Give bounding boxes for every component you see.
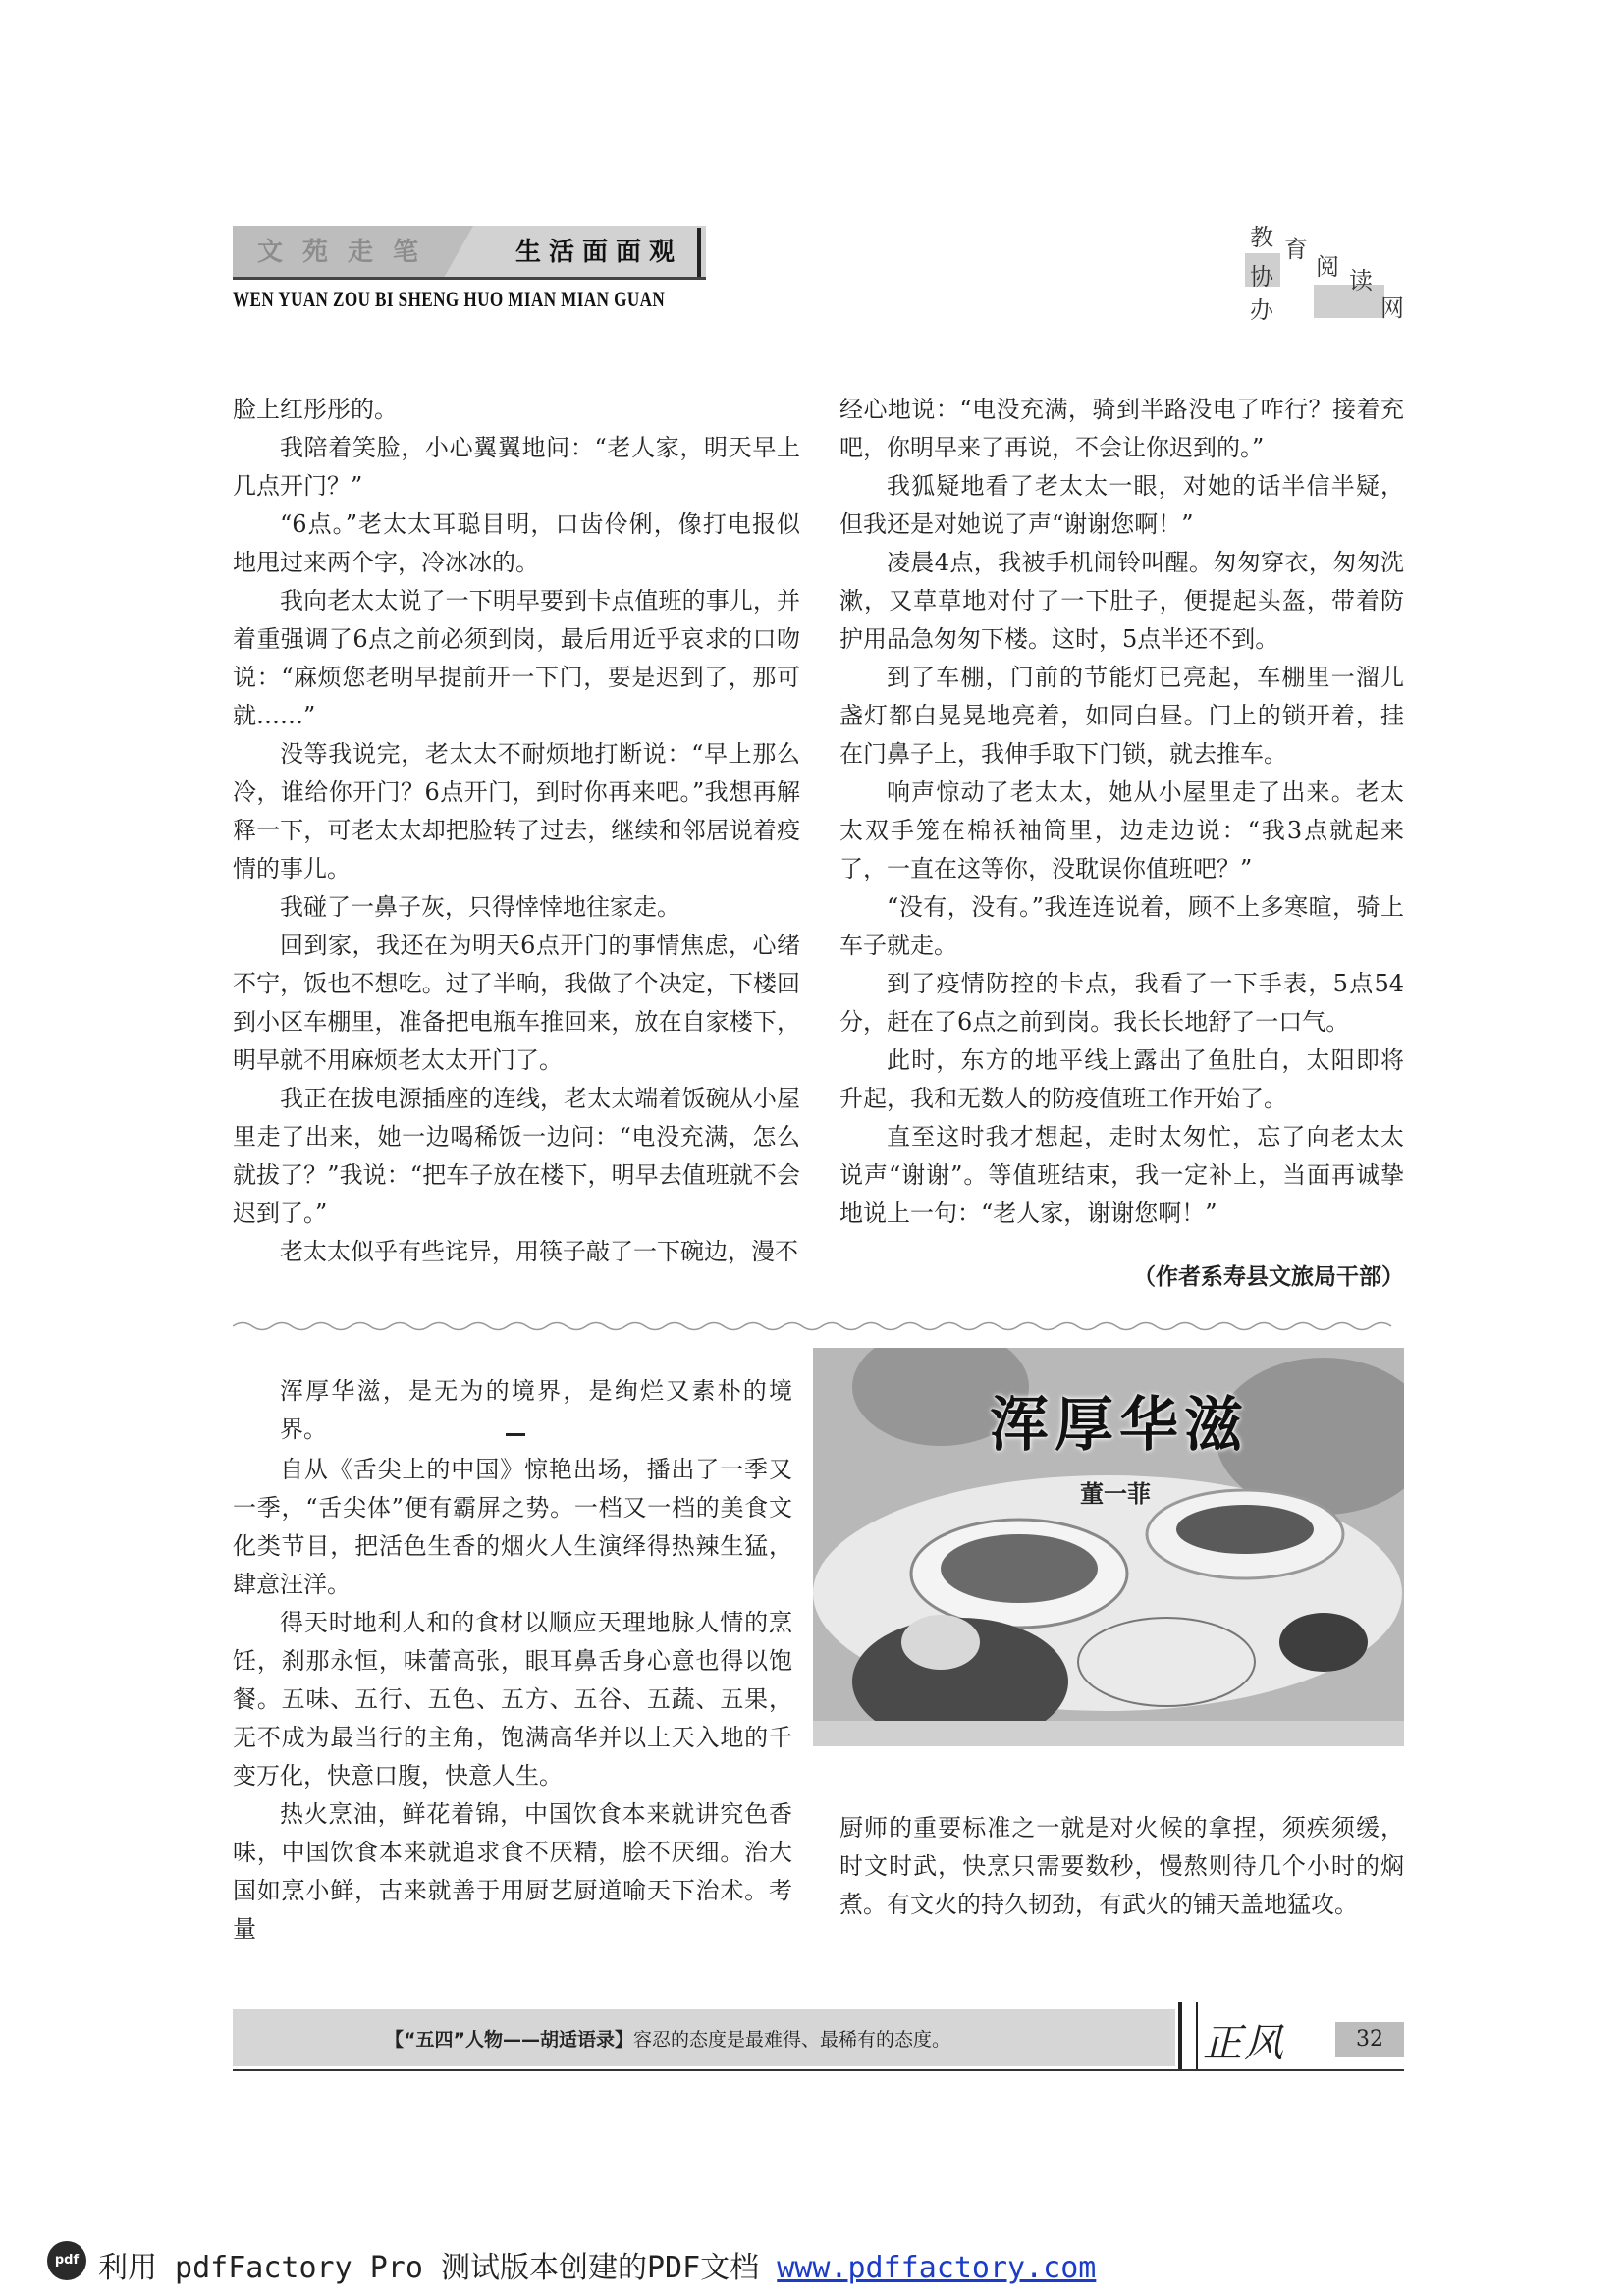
article2-lead bbox=[233, 1372, 792, 1449]
pdf-factory-icon: pdf bbox=[47, 2241, 86, 2280]
paragraph: 脸上红彤彤的。 bbox=[233, 396, 398, 423]
logo-char: 育 bbox=[1284, 236, 1308, 263]
article2-column-right bbox=[839, 1809, 1404, 1924]
page-number: 32 bbox=[1335, 2022, 1404, 2057]
paragraph: 凌晨4点，我被手机闹铃叫醒。匆匆穿衣，匆匆洗漱，又草草地对付了一下肚子，便提起头盔，带着防护用品急匆匆下楼。这时，5点半还不到。 bbox=[839, 549, 1404, 653]
paragraph: 老太太似乎有些诧异，用筷子敲了一下碗边，漫不 bbox=[280, 1238, 798, 1265]
author-byline: （作者系寿县文旅局干部） bbox=[1133, 1264, 1404, 1290]
watermark-text: 利用 pdfFactory Pro 测试版本创建的PDF文档 bbox=[98, 2251, 778, 2285]
article2-column-left bbox=[233, 1451, 792, 1949]
paragraph: 没等我说完，老太太不耐烦地打断说：“早上那么冷，谁给你开门？6点开门，到时你再来吧。”我想再解释一下，可老太太却把脸转了过去，继续和邻居说着疫情的事儿。 bbox=[233, 740, 800, 882]
footer-quote-label: 【“五四”人物——胡适语录】 bbox=[385, 2029, 633, 2051]
paragraph: 经心地说：“电没充满，骑到半路没电了咋行？接着充吧，你明早来了再说，不会让你迟到的。” bbox=[839, 396, 1404, 461]
paragraph: 我向老太太说了一下明早要到卡点值班的事儿，并着重强调了6点之前必须到岗，最后用近乎哀求的口吻说：“麻烦您老明早提前开一下门，要是迟到了，那可就……” bbox=[233, 587, 800, 729]
paragraph: 到了车棚，门前的节能灯已亮起，车棚里一溜儿盏灯都白晃晃地亮着，如同白昼。门上的锁开着，挂在门鼻子上，我伸手取下门锁，就去推车。 bbox=[839, 664, 1404, 768]
paragraph: 热火烹油，鲜花着锦，中国饮食本来就讲究色香味，中国饮食本来就追求食不厌精，脍不厌细。治大国如烹小鲜，古来就善于用厨艺厨道喻天下治术。考量 bbox=[233, 1800, 792, 1943]
logo-char: 协 bbox=[1250, 263, 1273, 291]
footer-quote-text: 容忍的态度是最难得、最稀有的态度。 bbox=[632, 2029, 950, 2051]
section-title-right: 生活面面观 bbox=[515, 238, 683, 267]
header-underline bbox=[233, 277, 706, 280]
paragraph: 到了疫情防控的卡点，我看了一下手表，5点54分，赶在了6点之前到岗。我长长地舒了一口气。 bbox=[839, 970, 1404, 1036]
pdf-watermark bbox=[98, 2243, 1096, 2286]
paragraph: 我正在拔电源插座的连线，老太太端着饭碗从小屋里走了出来，她一边喝稀饭一边问：“电没充满，怎么就拔了？”我说：“把车子放在楼下，明早去值班就不会迟到了。” bbox=[233, 1085, 800, 1227]
paragraph: 我陪着笑脸，小心翼翼地问：“老人家，明天早上几点开门？” bbox=[233, 434, 800, 500]
wave-divider bbox=[233, 1319, 1404, 1333]
article1-column-left bbox=[233, 391, 800, 1271]
logo-char: 读 bbox=[1349, 267, 1373, 294]
paragraph: “6点。”老太太耳聪目明，口齿伶俐，像打电报似地甩过来两个字，冷冰冰的。 bbox=[233, 510, 800, 576]
lead-paragraph: 浑厚华滋，是无为的境界，是绚烂又素朴的境界。 bbox=[280, 1377, 792, 1443]
logo-char: 教 bbox=[1250, 224, 1273, 251]
article-title: 浑厚华滋 bbox=[990, 1391, 1249, 1460]
logo-char: 阅 bbox=[1316, 253, 1339, 281]
paragraph: 自从《舌尖上的中国》惊艳出场，播出了一季又一季，“舌尖体”便有霸屏之势。一档又一档的美食文化类节目，把活色生香的烟火人生演绎得热辣生猛，肆意汪洋。 bbox=[233, 1456, 792, 1598]
article1-column-right bbox=[839, 391, 1404, 1233]
logo-char: 网 bbox=[1380, 294, 1404, 322]
paragraph: 我碰了一鼻子灰，只得悻悻地往家走。 bbox=[280, 893, 680, 921]
watermark-link[interactable]: www.pdffactory.com bbox=[777, 2251, 1097, 2285]
footer-line bbox=[233, 2069, 1404, 2071]
article-author: 董一菲 bbox=[1080, 1479, 1151, 1508]
logo-char: 办 bbox=[1250, 296, 1273, 324]
section-dash bbox=[506, 1433, 525, 1436]
section-pinyin: WEN YUAN ZOU BI SHENG HUO MIAN MIAN GUAN bbox=[233, 287, 666, 311]
paragraph: “没有，没有。”我连连说着，顾不上多寒暄，骑上车子就走。 bbox=[839, 893, 1404, 959]
header-divider bbox=[697, 228, 701, 277]
paragraph: 我狐疑地看了老太太一眼，对她的话半信半疑，但我还是对她说了声“谢谢您啊！” bbox=[839, 472, 1404, 538]
paragraph: 厨师的重要标准之一就是对火候的拿捏，须疾须缓，时文时武，快烹只需要数秒，慢熬则待几个小时的焖煮。有文火的持久韧劲，有武火的铺天盖地猛攻。 bbox=[839, 1814, 1404, 1918]
paragraph: 此时，东方的地平线上露出了鱼肚白，太阳即将升起，我和无数人的防疫值班工作开始了。 bbox=[839, 1046, 1404, 1112]
footer-quote bbox=[385, 2025, 950, 2052]
site-logo bbox=[1245, 218, 1404, 324]
footer-bars bbox=[1178, 2002, 1198, 2069]
paragraph: 响声惊动了老太太，她从小屋里走了出来。老太太双手笼在棉袄袖筒里，边走边说：“我3点就起来了，一直在这等你，没耽误你值班吧？” bbox=[839, 778, 1404, 882]
magazine-brand: 正风 bbox=[1203, 2021, 1285, 2066]
section-title-left: 文苑走笔 bbox=[257, 238, 439, 267]
paragraph: 直至这时我才想起，走时太匆忙，忘了向老太太说声“谢谢”。等值班结束，我一定补上，当面再诚挚地说上一句：“老人家，谢谢您啊！” bbox=[839, 1123, 1404, 1227]
paragraph: 得天时地利人和的食材以顺应天理地脉人情的烹饪，刹那永恒，味蕾高张，眼耳鼻舌身心意也得以饱餐。五味、五行、五色、五方、五谷、五蔬、五果，无不成为最当行的主角，饱满高华并以上天入地的千变万化，快意口腹，快意人生。 bbox=[233, 1609, 792, 1789]
paragraph: 回到家，我还在为明天6点开门的事情焦虑，心绪不宁，饭也不想吃。过了半晌，我做了个决定，下楼回到小区车棚里，准备把电瓶车推回来，放在自家楼下，明早就不用麻烦老太太开门了。 bbox=[233, 932, 800, 1074]
